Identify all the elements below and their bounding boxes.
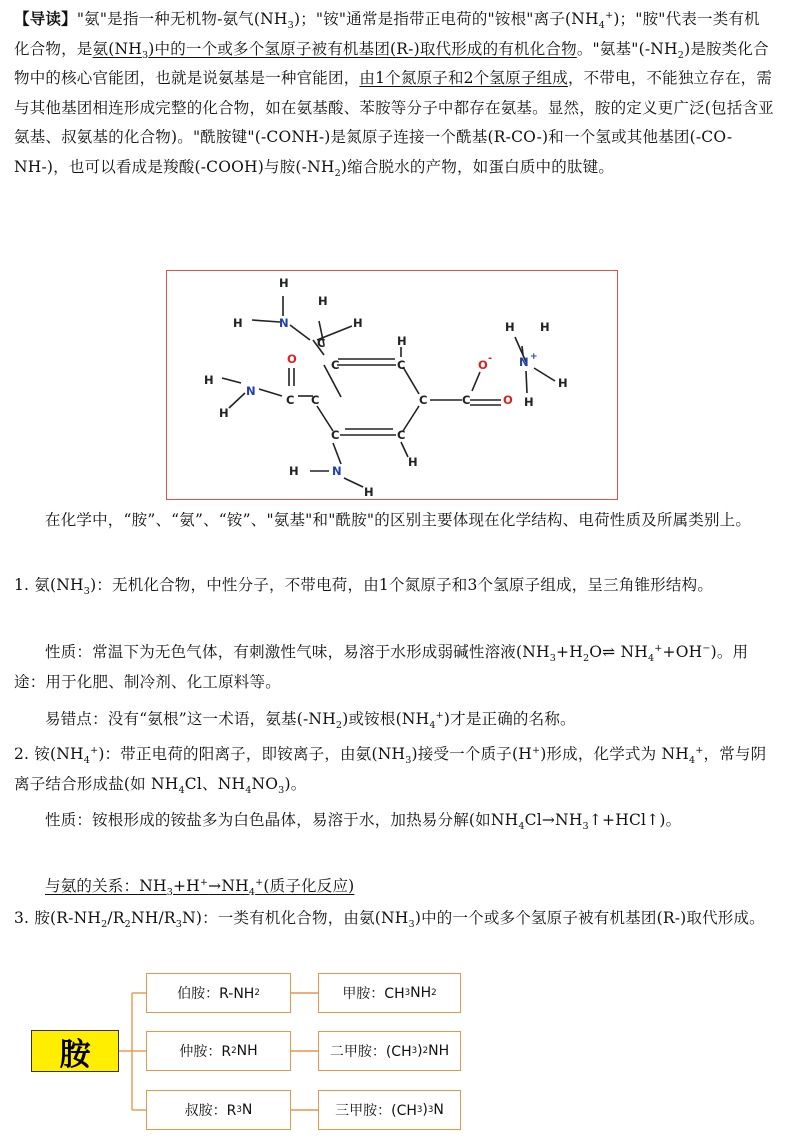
atom-h: H — [397, 334, 407, 348]
atom-o-minus: O — [478, 358, 488, 372]
charge-minus: - — [488, 353, 493, 364]
atom-n-plus: N — [519, 355, 529, 369]
atom-c: C — [462, 393, 471, 407]
atom-h: H — [279, 276, 289, 290]
atom-n: N — [279, 316, 289, 330]
atom-h: H — [353, 316, 363, 330]
amine-root-box: 胺 — [31, 1030, 119, 1072]
section-2-relation: 与氨的关系：$NH_3+H^+\to NH_4^+$(质子化反应) — [45, 876, 355, 899]
dimethylamine-box: 二甲胺：(CH 3 ) 2 NH — [318, 1031, 461, 1071]
atom-c: C — [317, 336, 326, 350]
atom-h: H — [524, 395, 534, 409]
molecule-figure — [166, 270, 618, 500]
atom-h: H — [408, 455, 418, 469]
atom-h: H — [505, 320, 515, 334]
atom-c: C — [331, 428, 340, 442]
methylamine-box: 甲胺：CH 3 NH 2 — [318, 973, 461, 1013]
primary-amine-box: 伯胺：R-NH 2 — [146, 973, 291, 1013]
atom-o: O — [503, 393, 513, 407]
atom-c: C — [397, 358, 406, 372]
underlined-definition: 氨$(NH_3)$中的一个或多个氢原子被有机基团(R-)取代形成的有机化合物 — [92, 39, 577, 61]
intro-tag: 【导读】 — [14, 9, 77, 28]
section-2-heading: 2. 铵$(NH_4^+)$：带正电荷的阳离子，即铵离子，由氨$(NH_3)$接受一个质子(H+)形成，化学式为 $NH_4^+$，常与阴离子结合形成盐(如 $NH_4Cl$、$NH_4NO_3$)。 — [14, 744, 767, 796]
atom-c: C — [397, 428, 406, 442]
section-3-heading: 3. 胺$(R-NH_2/R_2NH/R_3N)$：一类有机化合物，由氨$(NH_3)$中的一个或多个氢原子被有机基团(R-)取代形成。 — [14, 909, 765, 931]
atom-h: H — [364, 485, 374, 499]
section-1-properties: 性质：常温下为无色气体，有刺激性气味，易溶于水形成弱碱性溶液($NH_3+H_2O\rightleftharpoons$ $NH_4^++OH^-$)。用途：用于化肥、制冷剂、化工原料等。 — [14, 642, 749, 691]
molecule-structure — [167, 271, 619, 501]
atom-c: C — [331, 358, 340, 372]
atom-h: H — [233, 316, 243, 330]
atom-h: H — [318, 294, 328, 308]
atom-n: N — [332, 464, 342, 478]
section-1-pitfall: 易错点：没有“氨根”这一术语，氨基$(-NH_2)$或铵根$(NH_4^+)$才是正确的名称。 — [45, 709, 576, 732]
trimethylamine-box: 三甲胺：(CH 3 ) 3 N — [318, 1090, 461, 1130]
charge-plus: + — [530, 352, 538, 362]
atom-c: C — [419, 393, 428, 407]
atom-c: C — [311, 393, 320, 407]
underlined-amino: 由1个氮原子和2个氢原子组成 — [359, 69, 568, 88]
atom-h: H — [558, 376, 568, 390]
atom-h: H — [204, 373, 214, 387]
section-2-properties: 性质：铵根形成的铵盐多为白色晶体，易溶于水，加热易分解(如$NH_4Cl\to NH_3↑+HCl↑$)。 — [45, 811, 682, 833]
atom-c: C — [286, 393, 295, 407]
atom-n: N — [246, 384, 256, 398]
difference-paragraph: 在化学中，“胺”、“氨”、“铵”、"氨基"和"酰胺"的区别主要体现在化学结构、电荷性质及所属类别上。 — [45, 511, 752, 529]
atom-h: H — [289, 464, 299, 478]
atom-h: H — [219, 406, 229, 420]
amine-classification-diagram — [0, 960, 785, 1140]
atom-o: O — [287, 352, 297, 366]
intro-paragraph: 【导读】"氨"是指一种无机物-氨气$(NH_3)$；"铵"通常是指带正电荷的"铵根"离子$(NH_4^+)$；"胺"代表一类有机化合物，是氨$(NH_3)$中的一个或多个氢原子被有机基团(R-)取代形成的有机化合物。"氨基"$(-NH_2)$是胺类化合物中的核心官能团，也就是说氨基是一种官能团，由1个氮原子和2个氢原子组成，不带电，不能独立存在，需与其他基团相连形成完整的化合物，如在氨基酸、苯胺等分子中都存在氨基。显然，胺的定义更广泛(包括含亚氨基、叔氨基的化合物)。"酰胺键"(-CONH-)是氮原子连接一个酰基(R-CO-)和一个氢或其他基团(-CO-NH-)，也可以看成是羧酸(-COOH)与胺$(-NH_2)$缩合脱水的产物，如蛋白质中的肽键。 — [14, 9, 774, 180]
tertiary-amine-box: 叔胺：R 3 N — [146, 1090, 291, 1130]
atom-h: H — [540, 320, 550, 334]
secondary-amine-box: 仲胺：R 2 NH — [146, 1031, 291, 1071]
section-1-heading: 1. 氨$(NH_3)$：无机化合物，中性分子，不带电荷，由1个氮原子和3个氢原子组成，呈三角锥形结构。 — [14, 576, 714, 598]
